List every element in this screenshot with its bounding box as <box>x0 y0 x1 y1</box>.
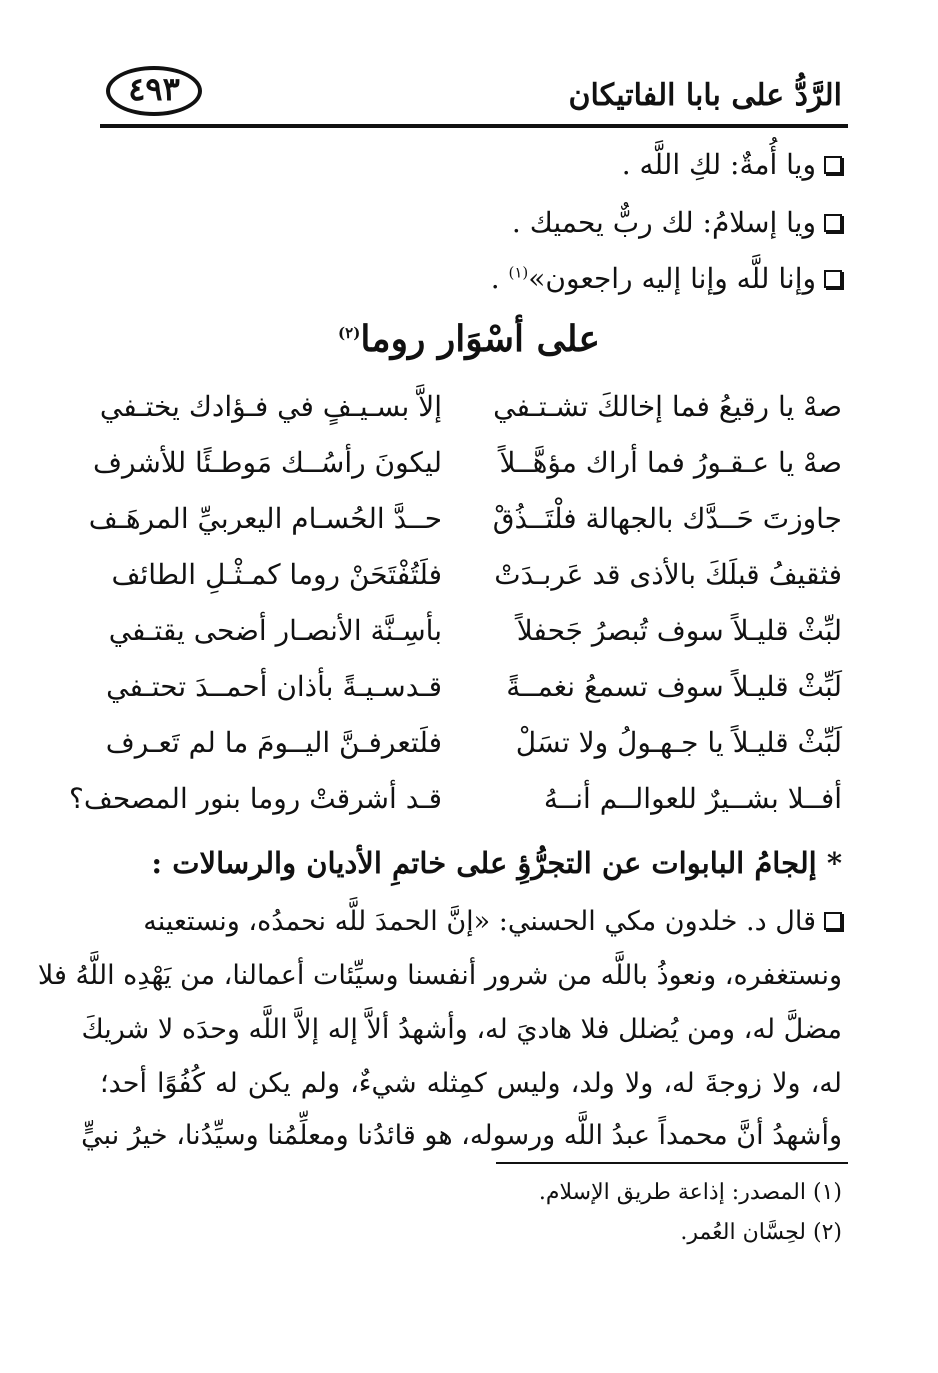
verse-2-second-hemistich: ليكونَ رأسُــك مَوطـئًا للأشرف <box>92 446 442 479</box>
header-rule <box>100 124 848 128</box>
section-heading: * إلجامُ البابوات عن التجرُّؤِ على خاتمِ الأديان والرسالات : <box>151 846 842 880</box>
footnote-separator <box>496 1162 848 1164</box>
footnote-ref-2: (٢) <box>338 324 361 342</box>
box-bullet-icon <box>824 214 842 232</box>
verse-2-first-hemistich: صهْ يا عـقـورُ فما أراك مؤهَّــلاً <box>499 446 842 479</box>
verse-4-first-hemistich: فثقيفُ قبلَكَ بالأذى قد عَربـدَتْ <box>494 558 842 591</box>
poem-title: على أسْوَار روما$^{(٢)}$ <box>338 318 600 360</box>
footnote-2: (٢) لحِسَّان العُمر. <box>680 1220 842 1245</box>
verse-1-first-hemistich: صهْ يا رقيعُ فما إخالكَ تشـتـفي <box>493 390 842 423</box>
verse-7-first-hemistich: لَبِّثْ قليـلاً يا جـهـولُ ولا تسَلْ <box>515 726 842 759</box>
paragraph-line-3: مضلَّ له، ومن يُضلل فلا هاديَ له، وأشهدُ ألاَّ إله إلاَّ اللَّه وحدَه لا شريكَ <box>81 1014 842 1045</box>
verse-5-first-hemistich: لبِّثْ قليـلاً سوف تُبصرُ جَحفلاً <box>516 614 842 647</box>
verse-3-second-hemistich: حــدَّ الحُسـام اليعربيِّ المرهَـف <box>88 502 442 535</box>
bullet-line-3: وإنا للَّه وإنا إليه راجعون»$^{(١)}$ . <box>491 262 842 295</box>
verse-8-second-hemistich: قـد أشرقتْ روما بنور المصحف؟ <box>69 782 442 815</box>
verse-7-second-hemistich: فلَتعرفـنَّ اليــومَ ما لم تَعـرف <box>105 726 442 759</box>
footnote-1: (١) المصدر: إذاعة طريق الإسلام. <box>538 1180 842 1205</box>
footnote-ref-1: (١) <box>508 263 529 282</box>
verse-1-second-hemistich: إلاَّ بسـيـفٍ في فـؤادك يختـفي <box>99 390 442 423</box>
paragraph-line-4: له، ولا زوجةَ له، ولا ولد، وليس كمِثله شيءٌ، ولم يكن له كُفُوًا أحد؛ <box>100 1068 842 1099</box>
paragraph-line-1: قال د. خلدون مكي الحسني: «إنَّ الحمدَ للَّه نحمدُه، ونستعينه <box>100 906 842 937</box>
paragraph-line-2: ونستغفره، ونعوذُ باللَّه من شرور أنفسنا وسيِّئات أعمالنا، من يَهْدِه اللَّهُ فلا <box>37 960 842 991</box>
bullet-line-1: ويا أُمةٌ: لكِ اللَّه . <box>622 148 842 181</box>
box-bullet-icon <box>824 156 842 174</box>
verse-4-second-hemistich: فلَتُفْتَحَنْ روما كمـثْـلِ الطائف <box>111 558 442 591</box>
verse-6-second-hemistich: قـدسـيـةً بأذان أحمــدَ تحتـفي <box>106 670 442 703</box>
paragraph-line-5: وأشهدُ أنَّ محمداً عبدُ اللَّه ورسوله، هو قائدُنا ومعلِّمُنا وسيِّدُنا، خيرُ نبيٍّ <box>81 1120 842 1151</box>
page-number: ٤٩٣ <box>128 70 180 108</box>
running-header-title: الرَّدُّ على بابا الفاتيكان <box>568 78 842 113</box>
verse-6-first-hemistich: لَبِّثْ قليـلاً سوف تسمعُ نغمــةً <box>506 670 842 703</box>
verse-5-second-hemistich: بأسِـنَّة الأنصـار أضحى يقتـفي <box>108 614 442 647</box>
verse-8-first-hemistich: أفــلا بشــيرٌ للعوالــم أنــهُ <box>543 782 842 815</box>
box-bullet-icon <box>824 270 842 288</box>
box-bullet-icon <box>824 912 842 930</box>
verse-3-first-hemistich: جاوزتَ حَــدَّك بالجهالة فلْتَــذُقْ <box>492 502 842 535</box>
bullet-line-2: ويا إسلامُ: لك ربٌّ يحميك . <box>512 206 842 239</box>
